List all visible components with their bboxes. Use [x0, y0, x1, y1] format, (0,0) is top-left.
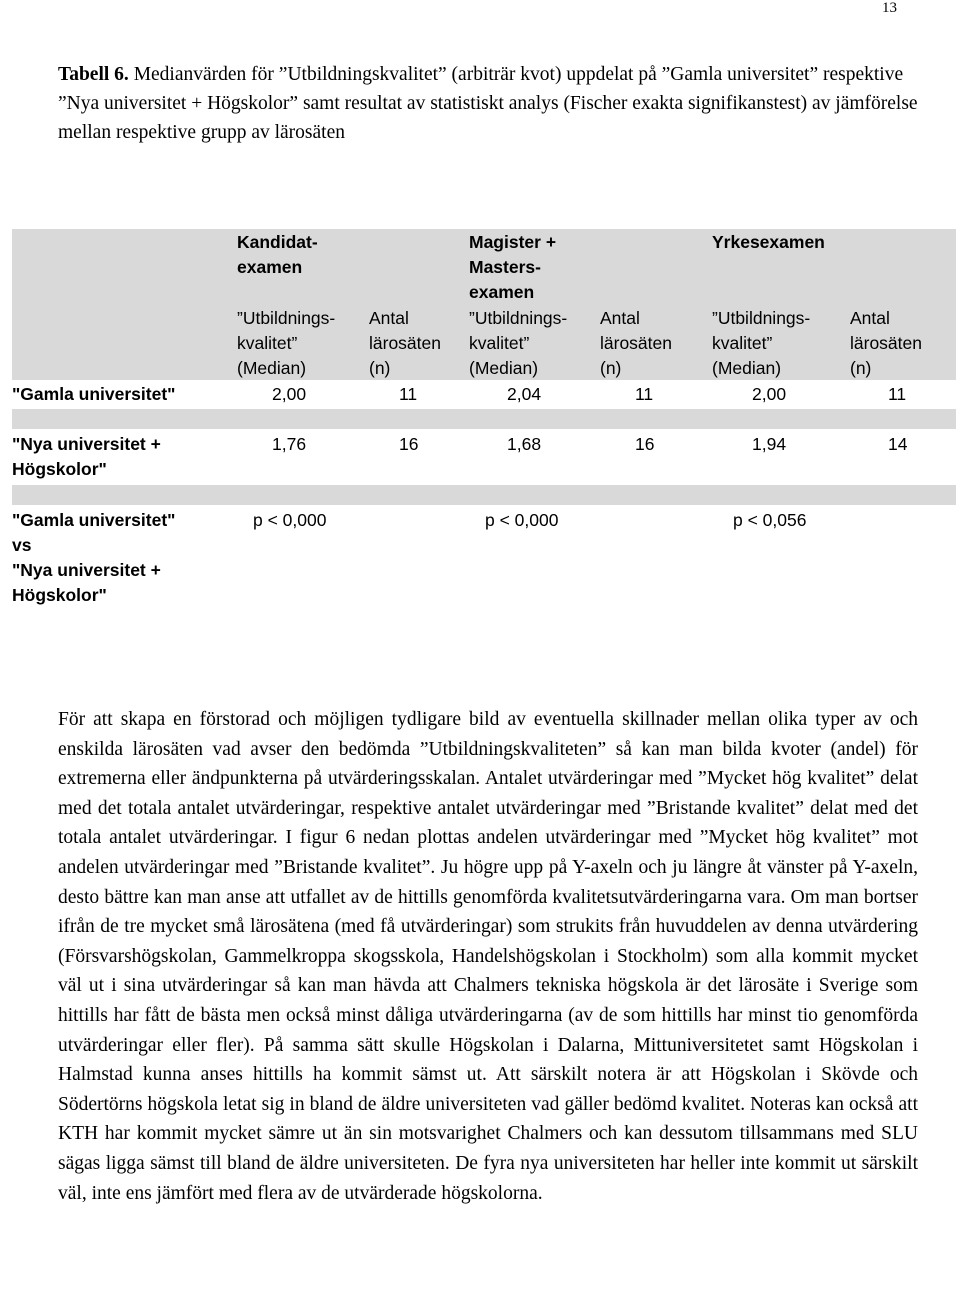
- subheader-line: Antal: [600, 308, 640, 328]
- group-title-line: Masters-: [469, 257, 541, 277]
- subheader-line: (n): [850, 358, 872, 378]
- subheader-quality-3: [712, 306, 810, 381]
- cell-value: 16: [635, 434, 655, 454]
- row-label-line: Högskolor": [12, 585, 107, 605]
- subheader-line: Antal: [369, 308, 409, 328]
- row-separator-shade: [12, 409, 956, 429]
- cell-value: 1,94: [752, 434, 787, 454]
- caption-label: Tabell 6.: [58, 64, 129, 85]
- cell-value: 1,76: [272, 434, 307, 454]
- p-value: p < 0,056: [733, 510, 807, 530]
- row-label-comparison: [12, 508, 175, 608]
- cell-value: 2,04: [507, 384, 542, 404]
- group-title-line: Kandidat-: [237, 232, 318, 252]
- subheader-line: (Median): [469, 358, 539, 378]
- subheader-count-1: [369, 306, 441, 381]
- subheader-line: kvalitet”: [712, 333, 773, 353]
- subheader-line: kvalitet”: [469, 333, 530, 353]
- subheader-quality-1: [237, 306, 335, 381]
- subheader-line: (Median): [712, 358, 782, 378]
- row-label-line: "Nya universitet +: [12, 560, 161, 580]
- row-label-line: "Nya universitet +: [12, 434, 161, 454]
- subheader-line: kvalitet”: [237, 333, 298, 353]
- group-title-line: Magister +: [469, 232, 557, 252]
- subheader-line: lärosäten: [600, 333, 672, 353]
- subheader-line: ”Utbildnings-: [237, 308, 336, 328]
- row-label-gamla: "Gamla universitet": [12, 384, 176, 404]
- row-separator-shade: [12, 485, 956, 505]
- subheader-line: (n): [369, 358, 391, 378]
- row-label-line: "Gamla universitet": [12, 510, 176, 530]
- subheader-line: ”Utbildnings-: [712, 308, 811, 328]
- group-title-line: Yrkesexamen: [712, 232, 825, 252]
- group-title-line: examen: [469, 282, 535, 302]
- page-number: 13: [882, 0, 897, 16]
- subheader-line: (Median): [237, 358, 307, 378]
- subheader-count-3: [850, 306, 922, 381]
- row-label-line: vs: [12, 535, 32, 555]
- cell-value: 11: [888, 384, 907, 404]
- cell-value: 2,00: [272, 384, 307, 404]
- cell-value: 2,00: [752, 384, 787, 404]
- body-paragraph: För att skapa en förstorad och möjligen tydligare bild av eventuella skillnader mellan olika typer av och enskilda lärosäten vad avser den bedömda ”Utbildningskvaliteten” så kan man bilda kvoter (andel) för extremerna eller ändpunkterna på utvärderingsskalan. Antalet utvärderingar med ”Mycket hög kvalitet” delat med det totala antalet utvärderingar, respektive antalet utvärderingar med ”Bristande kvalitet” delat med det totala antalet utvärderingar. I figur 6 nedan plottas andelen utvärderingar med ”Mycket hög kvalitet” mot andelen utvärderingar med ”Bristande kvalitet”. Ju högre upp på Y-axeln och ju längre åt vänster på Y-axeln, desto bättre kan man anse att utfallet av de hittills genomförda kvalitetsutvärderingarna vara. Om man bortser ifrån de tre mycket små lärosätena (med få utvärderingar) som strukits från huvuddelen av denna utvärdering (Försvarshögskolan, Gammelkroppa skogsskola, Handelshögskolan i Stockholm) som alla kommit mycket väl ut i sina utvärderingar så kan man hävda att Chalmers tekniska högskola är det lärosäte i Sverige som hittills har fått de bästa men också minst dåliga utvärderingarna (av de som hittills har minst tio genomförda utvärderingar eller fler). På samma sätt skulle Högskolan i Dalarna, Mittuniversitetet samt Högskolan i Halmstad kunna anses hittills ha kommit sämst ut. Att särskilt notera är att Högskolan i Skövde och Södertörns högskola letat sig in bland de äldre universiteten vad gäller bedömd kvalitet. Noteras kan också att KTH har kommit mycket sämre ut än sin motsvarighet Chalmers och kan dessutom tillsammans med SLU sägas ligga sämst till bland de äldre universiteten. De fyra nya universiteten har heller inte kommit ut särskilt väl, inte ens jämfört med flera av de utvärderade högskolorna.: [58, 709, 918, 1204]
- cell-value: 16: [399, 434, 419, 454]
- cell-value: 1,68: [507, 434, 542, 454]
- p-value: p < 0,000: [485, 510, 559, 530]
- cell-value: 11: [635, 384, 654, 404]
- p-value: p < 0,000: [253, 510, 327, 530]
- caption-text: Medianvärden för ”Utbildningskvalitet” (arbiträr kvot) uppdelat på ”Gamla universitet” respektive ”Nya universitet + Högskolor” samt resultat av statistiskt analys (Fischer exakta signifikanstest) av jämförelse mellan respektive grupp av lärosäten: [58, 64, 918, 143]
- table-caption: [58, 60, 918, 147]
- cell-value: 11: [399, 384, 418, 404]
- group-title-line: examen: [237, 257, 303, 277]
- group-header-magister: [469, 230, 556, 305]
- subheader-count-2: [600, 306, 672, 381]
- subheader-line: (n): [600, 358, 622, 378]
- row-label-nya: [12, 432, 161, 482]
- row-label-line: Högskolor": [12, 459, 107, 479]
- subheader-line: lärosäten: [850, 333, 922, 353]
- group-header-yrkes: [712, 230, 825, 255]
- group-header-kandidat: [237, 230, 318, 280]
- cell-value: 14: [888, 434, 908, 454]
- subheader-quality-2: [469, 306, 567, 381]
- subheader-line: ”Utbildnings-: [469, 308, 568, 328]
- subheader-line: Antal: [850, 308, 890, 328]
- subheader-line: lärosäten: [369, 333, 441, 353]
